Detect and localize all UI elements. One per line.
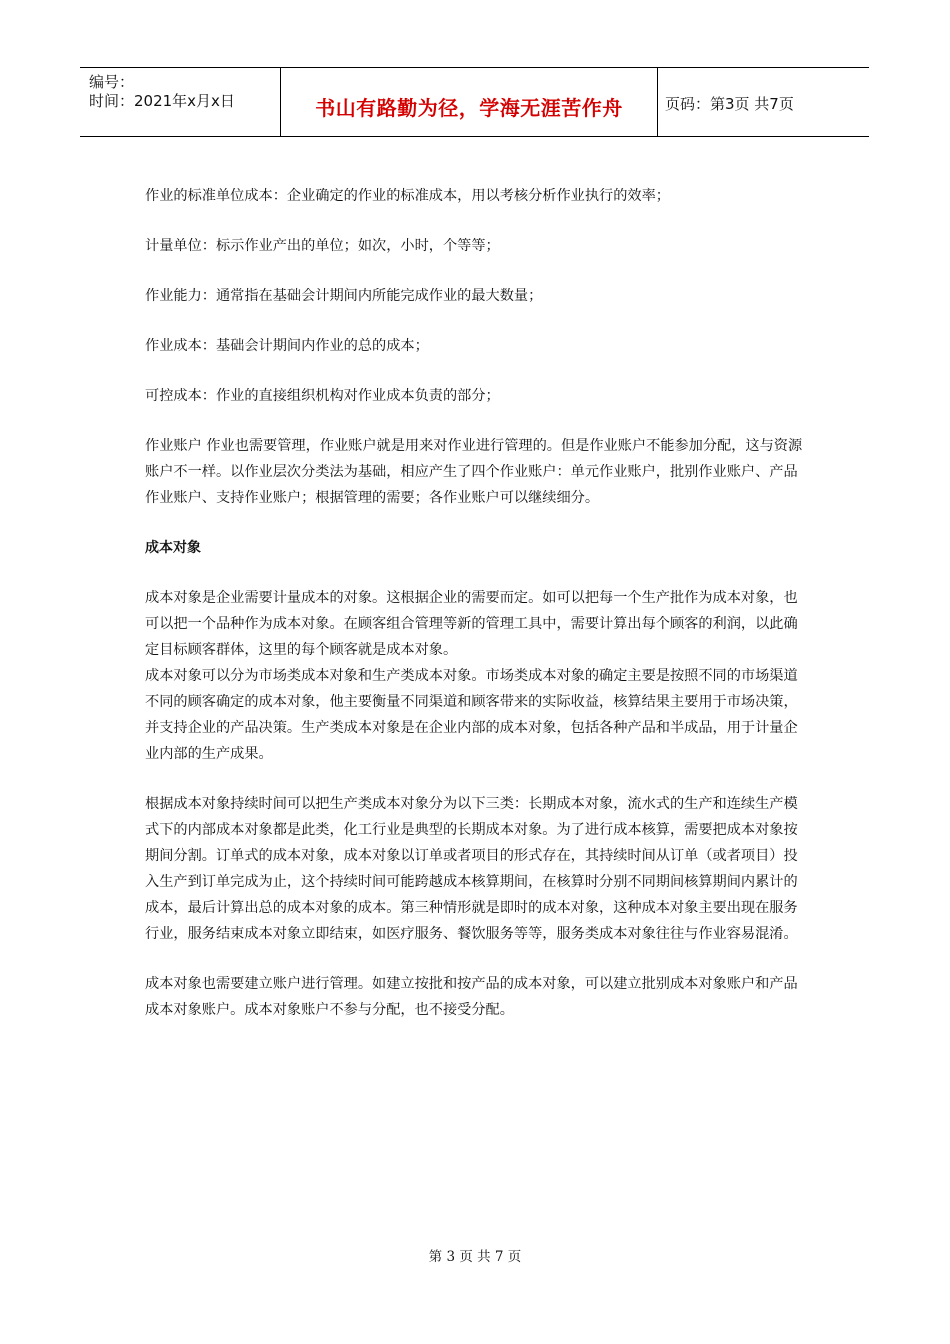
paragraph-measure-unit: 计量单位：标示作业产出的单位；如次，小时，个等等； xyxy=(145,238,500,254)
page-header xyxy=(80,67,869,137)
header-motto-cell xyxy=(281,68,658,136)
paragraph-cost-object-duration: 根据成本对象持续时间可以把生产类成本对象分为以下三类：长期成本对象，流水式的生产和连续生产模式下的内部成本对象都是此类，化工行业是典型的长期成本对象。为了进行成本核算，需要把成本对象按期间分割。订单式的成本对象，成本对象以订单或者项目的形式存在，其持续时间从订单（或者项目）投入生产到订单完成为止，这个持续时间可能跨越成本核算期间，在核算时分别不同期间核算期间内累计的成本，最后计算出总的成本对象的成本。第三种情形就是即时的成本对象，这种成本对象主要出现在服务行业，服务结束成本对象立即结束，如医疗服务、餐饮服务等等，服务类成本对象往往与作业容易混淆。 xyxy=(145,796,798,942)
paragraph-cost-object-definition: 成本对象是企业需要计量成本的对象。这根据企业的需要而定。如可以把每一个生产批作为成本对象，也可以把一个品种作为成本对象。在顾客组合管理等新的管理工具中，需要计算出每个顾客的利润，以此确定目标顾客群体，这里的每个顾客就是成本对象。 xyxy=(145,590,798,658)
number-label: 编号： xyxy=(89,73,135,91)
document-body xyxy=(145,183,807,1023)
paragraph-standard-unit-cost: 作业的标准单位成本：企业确定的作业的标准成本，用以考核分析作业执行的效率； xyxy=(145,188,670,204)
header-page-cell xyxy=(658,68,869,136)
section-heading: 成本对象 xyxy=(145,540,201,556)
header-motto: 书山有路勤为径，学海无涯苦作舟 xyxy=(315,96,623,120)
paragraph-activity-cost: 作业成本：基础会计期间内作业的总的成本； xyxy=(145,338,429,354)
header-meta-cell xyxy=(80,68,281,136)
paragraph-cost-object-accounts: 成本对象也需要建立账户进行管理。如建立按批和按产品的成本对象，可以建立批别成本对象账户和产品成本对象账户。成本对象账户不参与分配，也不接受分配。 xyxy=(145,976,798,1018)
paragraph-activity-capacity: 作业能力：通常指在基础会计期间内所能完成作业的最大数量； xyxy=(145,288,543,304)
paragraph-cost-object-types: 成本对象可以分为市场类成本对象和生产类成本对象。市场类成本对象的确定主要是按照不同的市场渠道不同的顾客确定的成本对象，他主要衡量不同渠道和顾客带来的实际收益，核算结果主要用于市场决策，并支持企业的产品决策。生产类成本对象是在企业内部的成本对象，包括各种产品和半成品，用于计量企业内部的生产成果。 xyxy=(145,668,798,762)
header-page-number: 页码：第3页 共7页 xyxy=(665,95,794,113)
time-label: 时间：2021年x月x日 xyxy=(89,92,235,110)
paragraph-activity-account: 作业账户 作业也需要管理，作业账户就是用来对作业进行管理的。但是作业账户不能参加分配，这与资源账户不一样。以作业层次分类法为基础，相应产生了四个作业账户：单元作业账户，批别作业账户、产品作业账户、支持作业账户；根据管理的需要；各作业账户可以继续细分。 xyxy=(145,438,803,506)
page-footer: 第 3 页 共 7 页 xyxy=(428,1249,522,1265)
paragraph-controllable-cost: 可控成本：作业的直接组织机构对作业成本负责的部分； xyxy=(145,388,500,404)
